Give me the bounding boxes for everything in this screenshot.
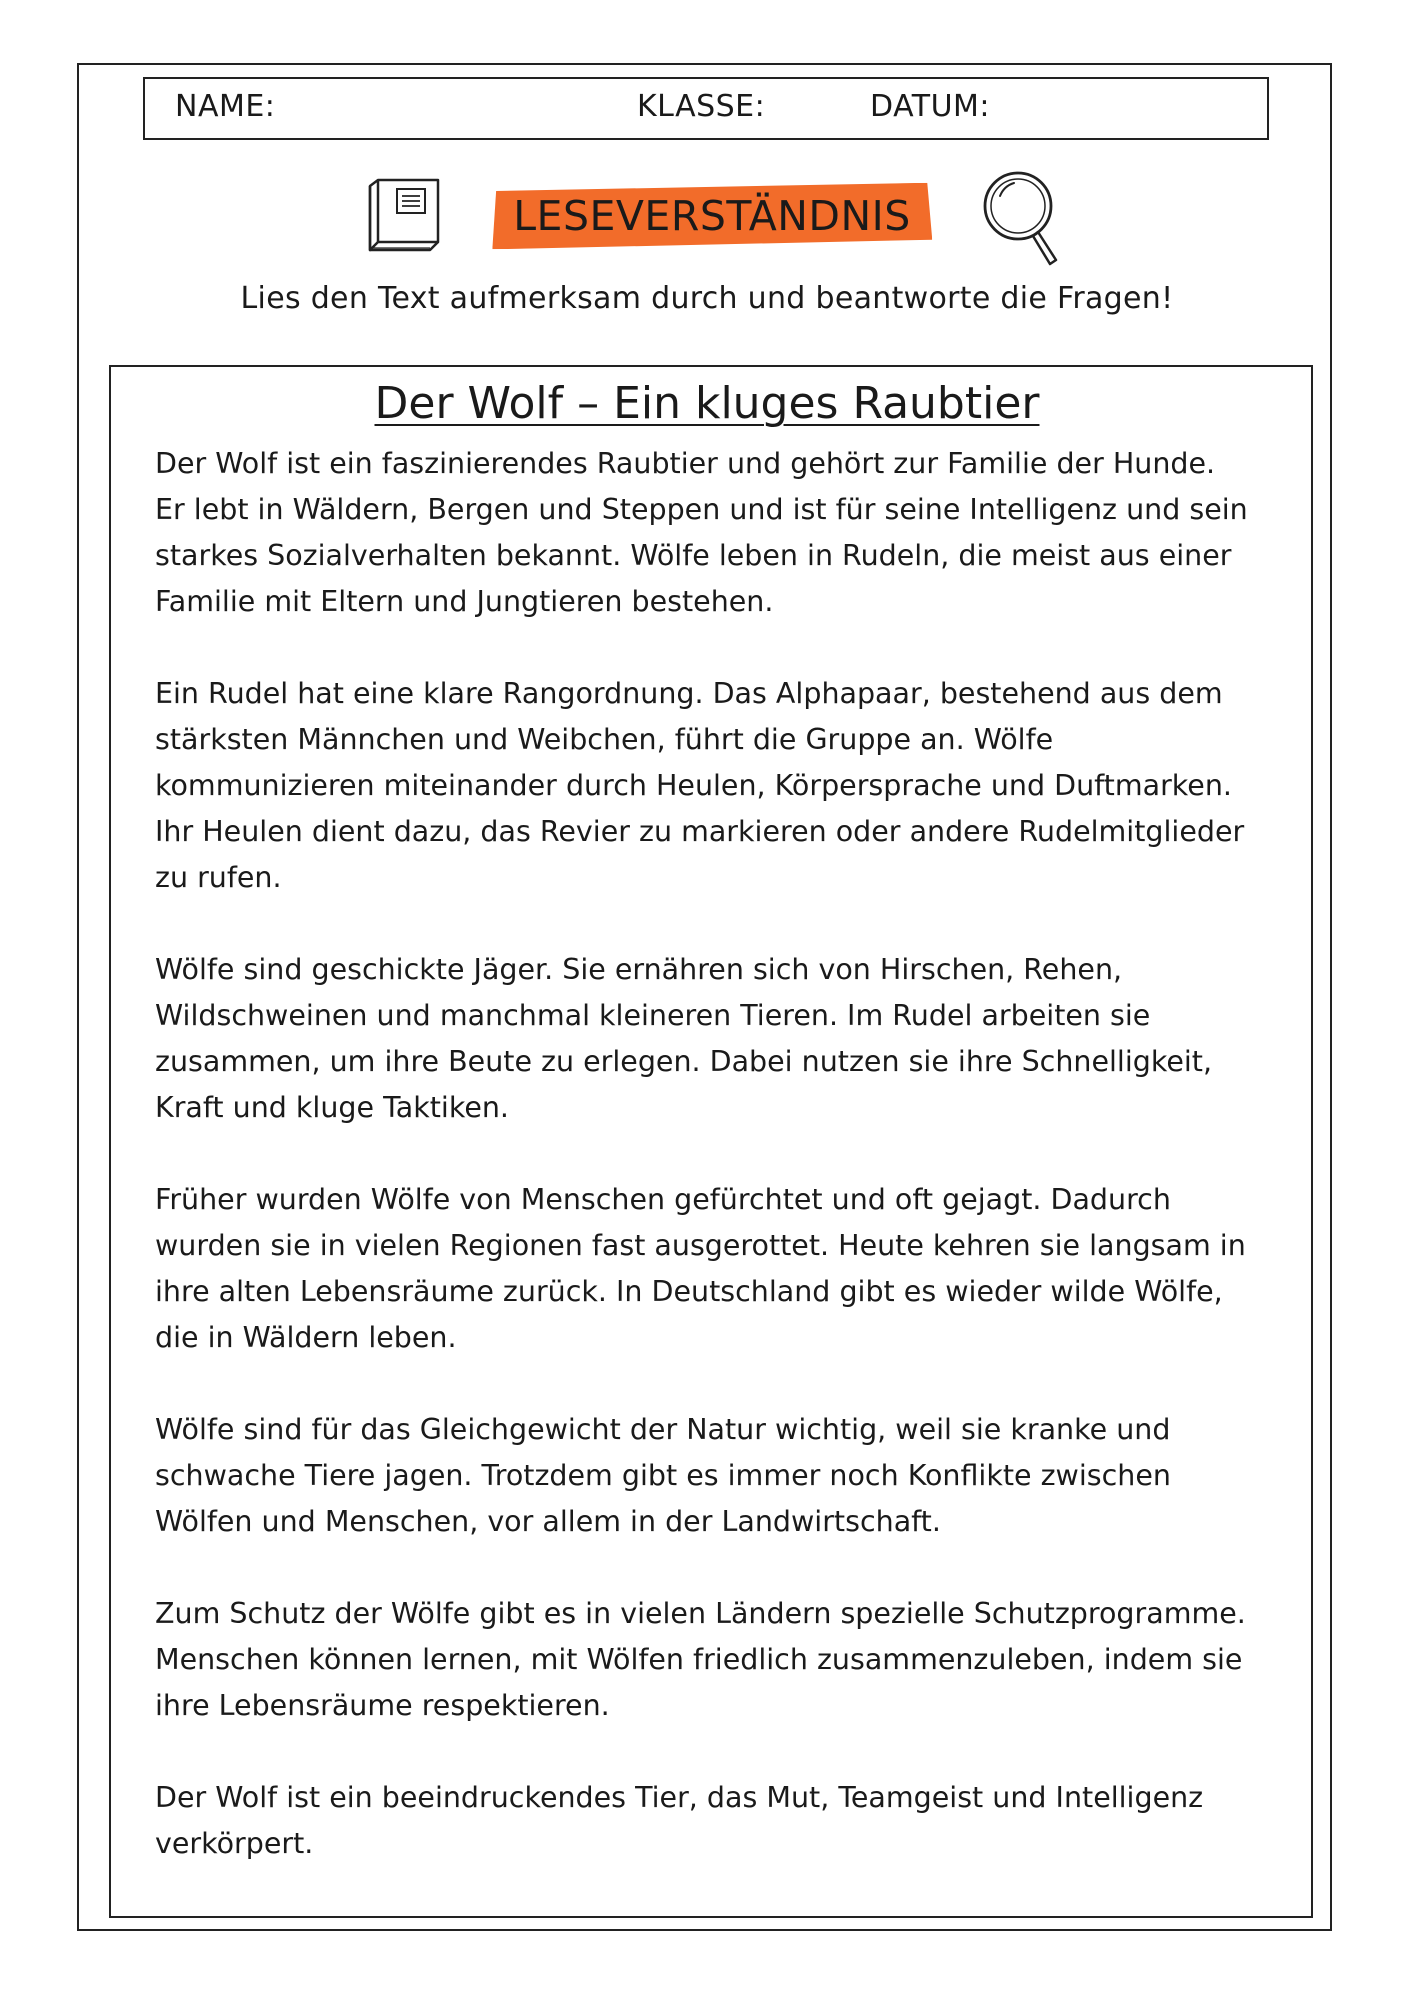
story-paragraph: Wölfe sind für das Gleichgewicht der Natur wichtig, weil sie kranke und schwache Tiere jagen. Trotzdem gibt es immer noch Konflikte zwischen Wölfen und Menschen, vor allem in der Landwirtschaft. <box>155 1413 1171 1538</box>
student-info-header <box>143 77 1269 140</box>
klasse-label: KLASSE: <box>637 89 766 124</box>
story-paragraph: Zum Schutz der Wölfe gibt es in vielen Ländern spezielle Schutzprogramme. Menschen können lernen, mit Wölfen friedlich zusammenzuleben, indem sie ihre Lebensräume respektieren. <box>155 1597 1246 1722</box>
story-paragraph: Der Wolf ist ein faszinierendes Raubtier und gehört zur Familie der Hunde. Er lebt in Wäldern, Bergen und Steppen und ist für seine Intelligenz und sein starkes Sozialverhalten bekannt. Wölfe leben in Rudeln, die meist aus einer Familie mit Eltern und Jungtieren bestehen. <box>155 447 1248 618</box>
story-body <box>155 441 1275 1913</box>
story-paragraph: Der Wolf ist ein beeindruckendes Tier, das Mut, Teamgeist und Intelligenz verkörpert. <box>155 1781 1204 1860</box>
worksheet-title: LESEVERSTÄNDNIS <box>513 192 911 240</box>
datum-label: DATUM: <box>870 89 991 124</box>
story-paragraph: Wölfe sind geschickte Jäger. Sie ernähren sich von Hirschen, Rehen, Wildschweinen und manchmal kleineren Tieren. Im Rudel arbeiten sie zusammen, um ihre Beute zu erlegen. Dabei nutzen sie ihre Schnelligkeit, Kraft und kluge Taktiken. <box>155 953 1213 1124</box>
story-paragraph: Ein Rudel hat eine klare Rangordnung. Das Alphapaar, bestehend aus dem stärksten Männchen und Weibchen, führt die Gruppe an. Wölfe kommunizieren miteinander durch Heulen, Körpersprache und Duftmarken. Ihr Heulen dient dazu, das Revier zu markieren oder andere Rudelmitglieder zu rufen. <box>155 677 1245 894</box>
instruction-text: Lies den Text aufmerksam durch und beantworte die Fragen! <box>240 281 1174 316</box>
story-title: Der Wolf – Ein kluges Raubtier <box>374 378 1040 429</box>
book-icon <box>362 176 444 256</box>
magnifying-glass-icon <box>980 168 1064 268</box>
name-label: NAME: <box>175 89 276 124</box>
story-paragraph: Früher wurden Wölfe von Menschen gefürchtet und oft gejagt. Dadurch wurden sie in vielen Regionen fast ausgerottet. Heute kehren sie langsam in ihre alten Lebensräume zurück. In Deutschland gibt es wieder wilde Wölfe, die in Wäldern leben. <box>155 1183 1246 1354</box>
